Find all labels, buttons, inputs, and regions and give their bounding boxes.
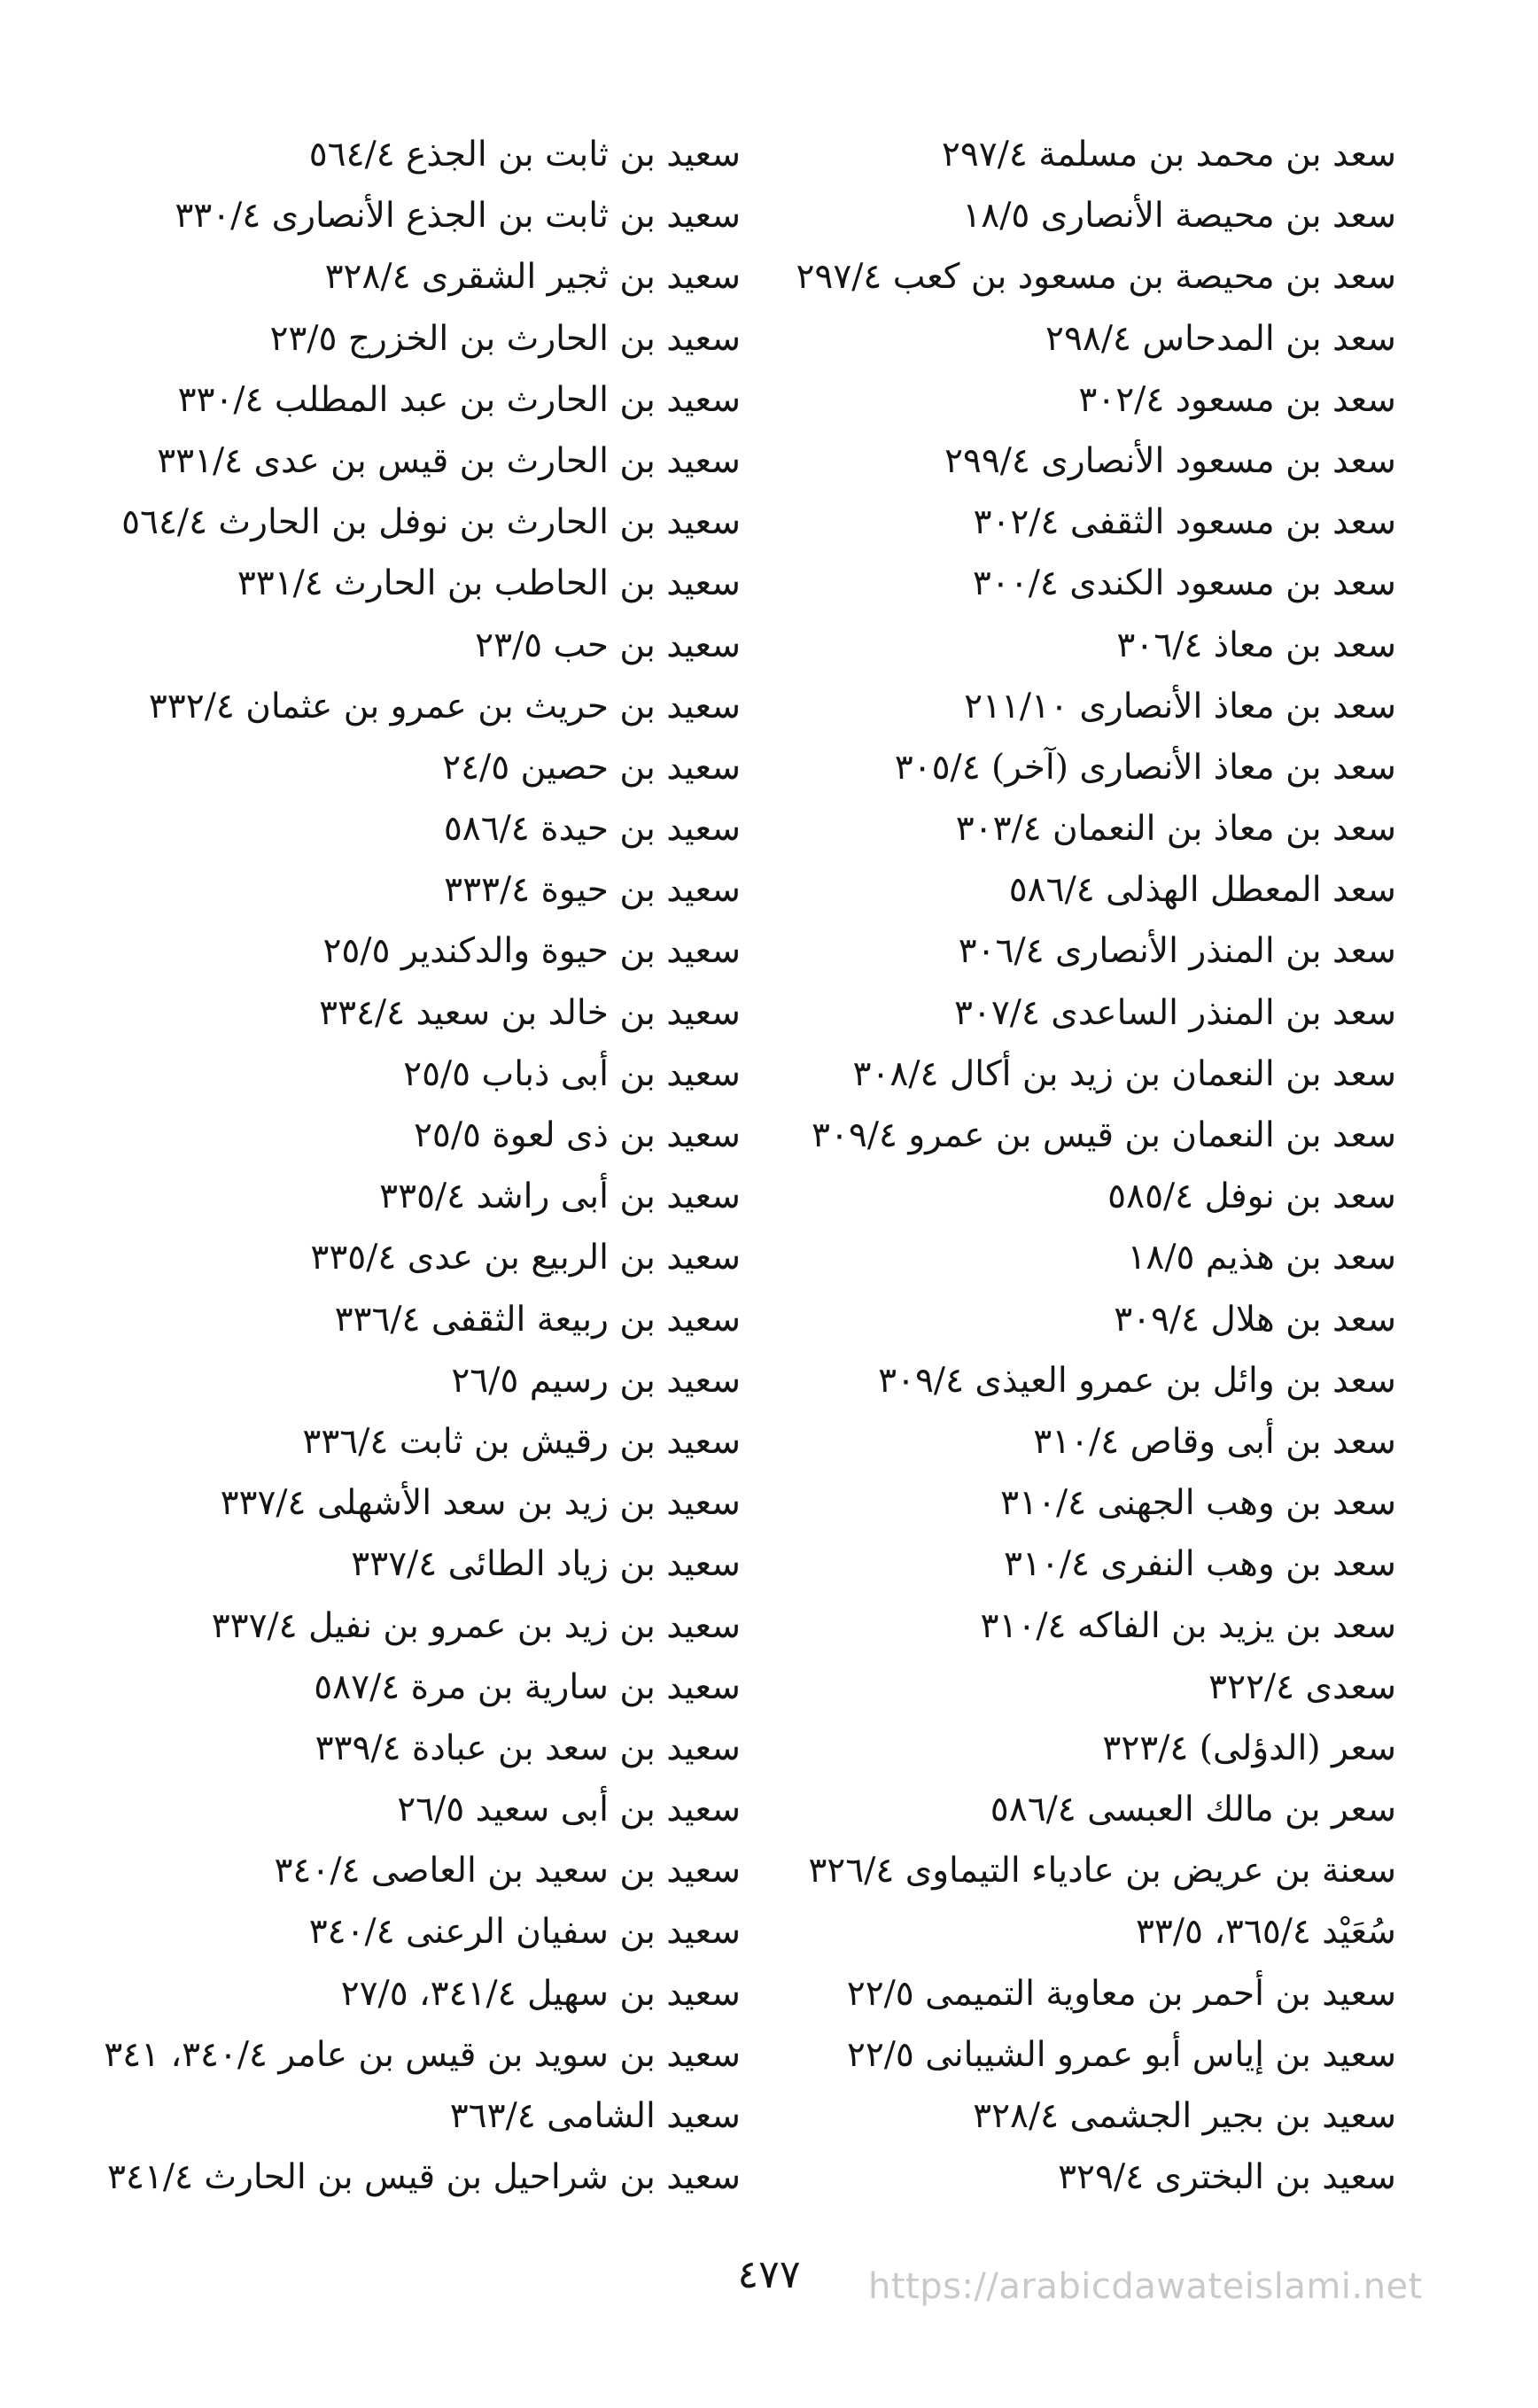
index-entry: سعد بن المدحاس ٢٩٨/٤: [1045, 318, 1396, 359]
index-entry: سعيد بن رقيش بن ثابت ٣٣٦/٤: [302, 1421, 741, 1462]
index-entry: سعيد بن زيد بن عمرو بن نفيل ٣٣٧/٤: [211, 1605, 741, 1646]
index-entry: سعيد بن سعد بن عبادة ٣٣٩/٤: [315, 1728, 741, 1768]
right-index-column: [723, 124, 1396, 2208]
index-entry: سعيد بن ثجير الشقرى ٣٢٨/٤: [324, 257, 741, 298]
index-entry: سعد بن النعمان بن قيس بن عمرو ٣٠٩/٤: [812, 1115, 1396, 1155]
index-entry: سعد بن معاذ الأنصارى (آخر) ٣٠٥/٤: [894, 747, 1396, 788]
index-entry: سعد بن هلال ٣٠٩/٤: [1114, 1299, 1396, 1340]
index-entry: سعيد بن الحارث بن الخزرج ٢٣/٥: [269, 318, 741, 359]
index-entry: سعيد بن أبى سعيد ٢٦/٥: [397, 1790, 741, 1830]
index-entry: سعيد بن الحارث بن نوفل بن الحارث ٥٦٤/٤: [121, 502, 741, 543]
index-entry: سعد بن معاذ بن النعمان ٣٠٣/٤: [955, 809, 1396, 850]
page-number: ٤٧٧: [737, 2252, 801, 2297]
index-entry: سعيد بن حيدة ٥٨٦/٤: [443, 809, 741, 850]
index-entry: سعد بن المنذر الأنصارى ٣٠٦/٤: [958, 931, 1396, 972]
index-entry: سعد بن النعمان بن زيد بن أكال ٣٠٨/٤: [852, 1053, 1396, 1094]
index-entry: سعيد بن شراحيل بن قيس بن الحارث ٣٤١/٤: [107, 2157, 741, 2198]
watermark-url: https://arabicdawateislami.net: [868, 2266, 1423, 2307]
index-entry: سُعَيْد ٣٦٥/٤، ٣٣/٥: [1135, 1912, 1396, 1953]
index-entry: سعنة بن عريض بن عادياء التيماوى ٣٢٦/٤: [808, 1851, 1396, 1891]
index-entry: سعد بن مسعود الأنصارى ٢٩٩/٤: [944, 440, 1396, 481]
index-entry: سعيد بن الربيع بن عدى ٣٣٥/٤: [310, 1238, 741, 1278]
index-entry: سعر بن مالك العبسى ٥٨٦/٤: [990, 1790, 1396, 1830]
index-entry: سعيد بن رسيم ٢٦/٥: [451, 1360, 741, 1401]
index-entry: سعيد بن حريث بن عمرو بن عثمان ٣٣٢/٤: [148, 686, 741, 726]
index-entry: سعيد بن البخترى ٣٢٩/٤: [1058, 2157, 1396, 2198]
index-entry: سعيد بن حب ٢٣/٥: [475, 625, 741, 665]
index-entry: سعيد الشامى ٣٦٣/٤: [449, 2096, 741, 2136]
index-entry: سعد بن وهب الجهنى ٣١٠/٤: [1000, 1483, 1396, 1524]
index-entry: سعيد بن أبى ذباب ٢٥/٥: [403, 1053, 741, 1094]
index-entry: سعد بن مسعود الكندى ٣٠٠/٤: [972, 563, 1396, 604]
index-entry: سعد بن محيصة بن مسعود بن كعب ٢٩٧/٤: [796, 257, 1396, 298]
index-entry: سعيد بن ربيعة الثقفى ٣٣٦/٤: [334, 1299, 741, 1340]
index-entry: سعيد بن ثابت بن الجذع الأنصارى ٣٣٠/٤: [175, 196, 741, 237]
index-entry: سعد بن أبى وقاص ٣١٠/٤: [1033, 1421, 1396, 1462]
index-entry: سعد بن معاذ الأنصارى ٢١١/١٠: [964, 686, 1396, 726]
index-entry: سعيد بن سارية بن مرة ٥٨٧/٤: [314, 1666, 741, 1707]
index-entry: سعد بن يزيد بن الفاكه ٣١٠/٤: [980, 1605, 1396, 1646]
index-entry: سعيد بن ثابت بن الجذع ٥٦٤/٤: [308, 135, 741, 175]
index-entry: سعدى ٣٢٢/٤: [1208, 1666, 1396, 1707]
index-entry: سعد المعطل الهذلى ٥٨٦/٤: [1008, 870, 1396, 911]
index-entry: سعيد بن حيوة ٣٣٣/٤: [444, 870, 741, 911]
index-entry: سعيد بن حيوة والدكندير ٢٥/٥: [322, 931, 741, 972]
index-entry: سعد بن المنذر الساعدى ٣٠٧/٤: [953, 992, 1396, 1033]
index-entry: سعد بن وائل بن عمرو العيذى ٣٠٩/٤: [878, 1360, 1396, 1401]
index-entry: سعيد بن سعيد بن العاصى ٣٤٠/٤: [274, 1851, 741, 1891]
index-entry: سعيد بن سهيل ٣٤١/٤، ٢٧/٥: [340, 1973, 741, 2014]
index-entry: سعيد بن أحمر بن معاوية التميمى ٢٢/٥: [846, 1973, 1396, 2014]
index-entry: سعيد بن بجير الجشمى ٣٢٨/٤: [973, 2096, 1396, 2136]
index-entry: سعر (الدؤلى) ٣٢٣/٤: [1102, 1728, 1396, 1768]
index-entry: سعيد بن الحارث بن عبد المطلب ٣٣٠/٤: [177, 379, 741, 420]
index-entry: سعيد بن خالد بن سعيد ٣٣٤/٤: [319, 992, 741, 1033]
index-entry: سعد بن مسعود الثقفى ٣٠٢/٤: [973, 502, 1396, 543]
index-entry: سعيد بن زيد بن سعد الأشهلى ٣٣٧/٤: [220, 1483, 741, 1524]
index-entry: سعيد بن إياس أبو عمرو الشيبانى ٢٢/٥: [846, 2034, 1396, 2075]
index-entry: سعيد بن ذى لعوة ٢٥/٥: [413, 1115, 741, 1155]
index-entry: سعد بن معاذ ٣٠٦/٤: [1116, 625, 1396, 665]
index-entry: سعيد بن أبى راشد ٣٣٥/٤: [379, 1177, 741, 1217]
index-entry: سعد بن مسعود ٣٠٢/٤: [1078, 379, 1396, 420]
index-entry: سعد بن محيصة الأنصارى ١٨/٥: [962, 196, 1396, 237]
index-entry: سعيد بن حصين ٢٤/٥: [442, 747, 741, 788]
index-entry: سعد بن محمد بن مسلمة ٢٩٧/٤: [941, 135, 1396, 175]
index-entry: سعيد بن سويد بن قيس بن عامر ٣٤٠/٤، ٣٤١: [104, 2034, 741, 2075]
index-entry: سعد بن وهب النفرى ٣١٠/٤: [1004, 1544, 1396, 1585]
left-index-column: [67, 124, 741, 2208]
index-entry: سعد بن هذيم ١٨/٥: [1127, 1238, 1396, 1278]
index-entry: سعيد بن الحاطب بن الحارث ٣٣١/٤: [237, 563, 741, 604]
index-entry: سعيد بن زياد الطائى ٣٣٧/٤: [351, 1544, 741, 1585]
index-entry: سعد بن نوفل ٥٨٥/٤: [1107, 1177, 1396, 1217]
index-entry: سعيد بن سفيان الرعنى ٣٤٠/٤: [308, 1912, 741, 1953]
index-entry: سعيد بن الحارث بن قيس بن عدى ٣٣١/٤: [157, 440, 741, 481]
